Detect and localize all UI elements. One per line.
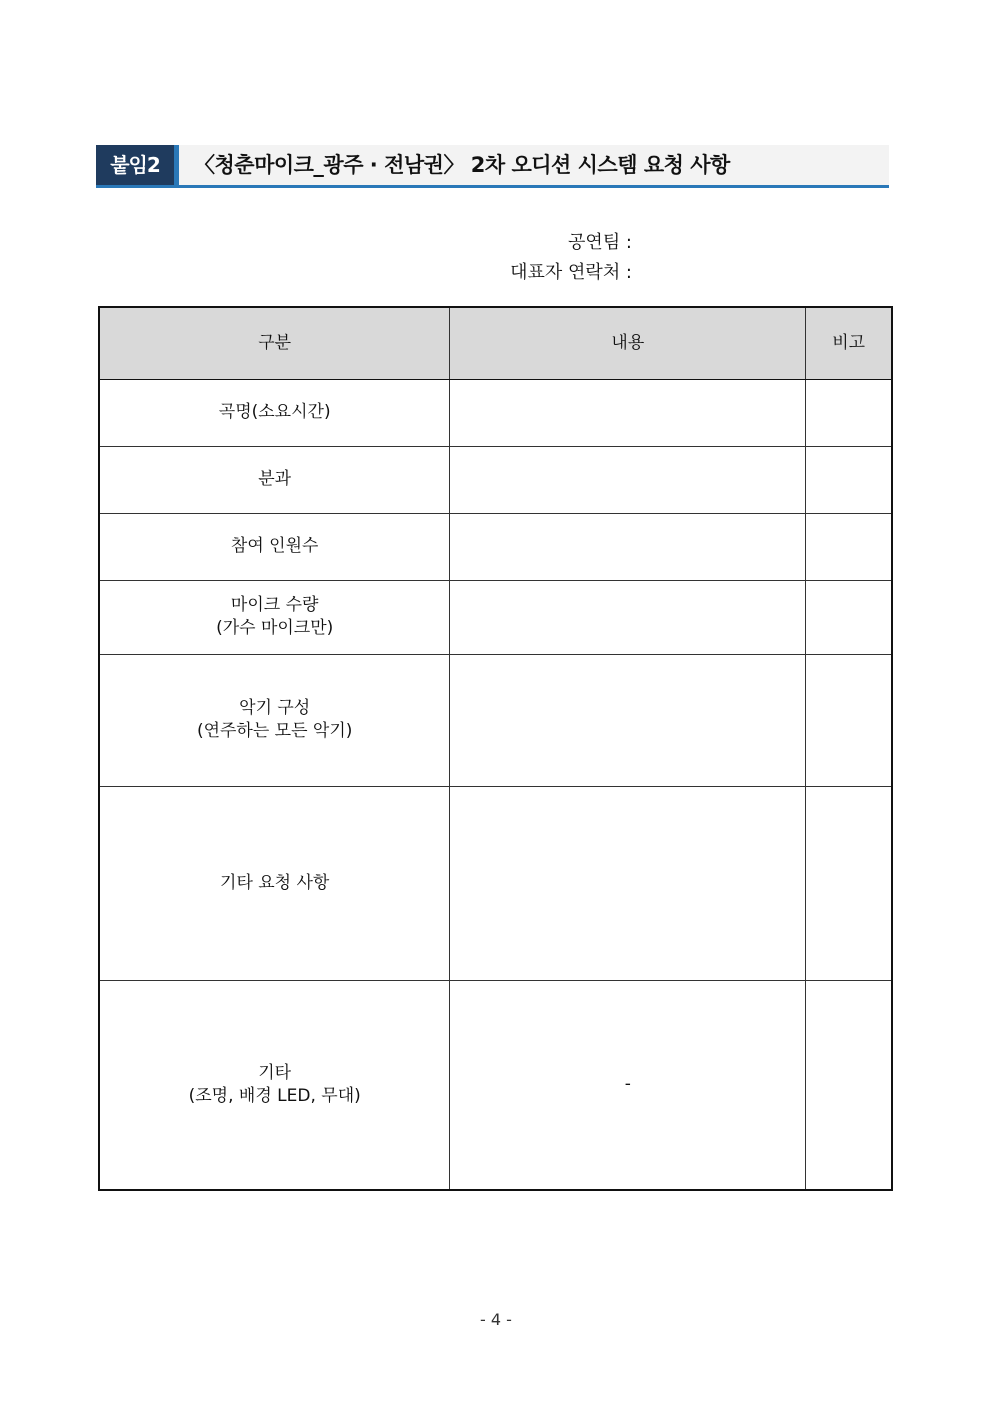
row-category bbox=[99, 446, 450, 513]
table-row bbox=[99, 580, 892, 654]
row-note-cell[interactable] bbox=[806, 379, 892, 446]
header-note: 비고 bbox=[806, 307, 892, 379]
row-category-line: 마이크 수량 bbox=[230, 595, 319, 615]
row-category bbox=[99, 580, 450, 654]
page-number: - 4 - bbox=[480, 1310, 512, 1329]
table-row bbox=[99, 980, 892, 1190]
row-category-line: 기타 bbox=[258, 1062, 292, 1083]
row-content-cell[interactable] bbox=[450, 379, 806, 446]
table-row bbox=[99, 513, 892, 580]
row-category-line: 분과 bbox=[258, 469, 292, 489]
section-header bbox=[96, 145, 889, 188]
row-note-cell[interactable] bbox=[806, 980, 892, 1190]
team-label: 공연팀 : bbox=[568, 232, 632, 253]
header-content: 내용 bbox=[450, 307, 806, 379]
page-title: 〈청춘마이크_광주 · 전남권〉 2차 오디션 시스템 요청 사항 bbox=[194, 153, 730, 177]
row-category bbox=[99, 513, 450, 580]
row-category-subline: (가수 마이크만) bbox=[216, 618, 334, 638]
row-content-cell[interactable]: - bbox=[450, 980, 806, 1190]
table-header-row bbox=[99, 307, 892, 379]
applicant-info bbox=[420, 228, 632, 288]
table-row bbox=[99, 786, 892, 980]
row-category-line: 곡명(소요시간) bbox=[218, 402, 331, 422]
row-category-line: 악기 구성 bbox=[239, 698, 311, 718]
table-row bbox=[99, 379, 892, 446]
row-category bbox=[99, 654, 450, 786]
row-note-cell[interactable] bbox=[806, 446, 892, 513]
row-content-cell[interactable] bbox=[450, 580, 806, 654]
row-note-cell[interactable] bbox=[806, 513, 892, 580]
row-note-cell[interactable] bbox=[806, 654, 892, 786]
request-form-table bbox=[98, 306, 893, 1191]
row-category bbox=[99, 980, 450, 1190]
row-content-cell[interactable] bbox=[450, 654, 806, 786]
contact-label: 대표자 연락처 : bbox=[510, 262, 632, 283]
row-note-cell[interactable] bbox=[806, 580, 892, 654]
table-row bbox=[99, 654, 892, 786]
row-content-cell[interactable] bbox=[450, 786, 806, 980]
row-category bbox=[99, 379, 450, 446]
attachment-badge: 붙임2 bbox=[96, 145, 174, 185]
badge-accent-stripe bbox=[174, 145, 179, 185]
row-category-line: 기타 요청 사항 bbox=[220, 872, 330, 893]
header-category: 구분 bbox=[99, 307, 450, 379]
row-category-subline: (조명, 배경 LED, 무대) bbox=[188, 1085, 361, 1106]
row-content-cell[interactable] bbox=[450, 446, 806, 513]
row-content-cell[interactable] bbox=[450, 513, 806, 580]
row-note-cell[interactable] bbox=[806, 786, 892, 980]
table-row bbox=[99, 446, 892, 513]
row-category-line: 참여 인원수 bbox=[230, 536, 319, 556]
row-category bbox=[99, 786, 450, 980]
row-category-subline: (연주하는 모든 악기) bbox=[196, 721, 353, 741]
